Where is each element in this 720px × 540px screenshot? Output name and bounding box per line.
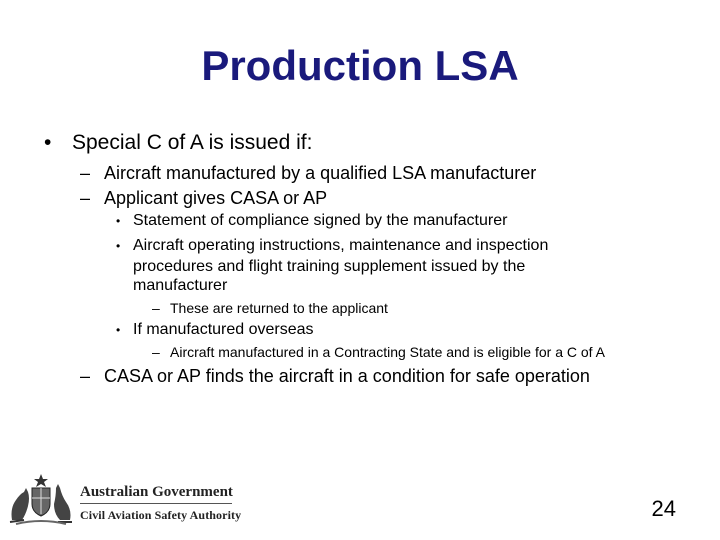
bullet-text: Aircraft operating instructions, maintenance and inspection: [133, 237, 549, 254]
bullet-marker: •: [44, 131, 52, 154]
dash-marker: –: [152, 300, 160, 316]
logo-divider: [80, 503, 232, 504]
casa-logo: [6, 472, 242, 528]
dash-marker: –: [80, 366, 91, 386]
bullet-text: CASA or AP finds the aircraft in a condition for safe operation: [104, 366, 590, 386]
bullet-text: Special C of A is issued if:: [72, 131, 313, 154]
coat-of-arms-icon: [6, 472, 76, 528]
org-name: Australian Government: [80, 484, 233, 500]
bullet-marker: •: [116, 239, 121, 253]
org-subname: Civil Aviation Safety Authority: [80, 508, 242, 522]
slide-title: Production LSA: [201, 42, 519, 89]
bullet-text-continuation: procedures and flight training supplement issued by the: [133, 258, 526, 275]
bullet-text-continuation: manufacturer: [133, 277, 228, 294]
bullet-marker: •: [116, 323, 121, 337]
page-number: 24: [651, 496, 676, 521]
bullet-text: Statement of compliance signed by the manufacturer: [133, 212, 508, 229]
bullet-text: If manufactured overseas: [133, 321, 314, 338]
bullet-text: These are returned to the applicant: [170, 300, 388, 316]
bullet-text: Aircraft manufactured by a qualified LSA manufacturer: [104, 163, 537, 183]
dash-marker: –: [80, 163, 91, 183]
bullet-text: Aircraft manufactured in a Contracting State and is eligible for a C of A: [170, 344, 606, 360]
bullet-text: Applicant gives CASA or AP: [104, 188, 328, 208]
dash-marker: –: [152, 344, 160, 360]
bullet-marker: •: [116, 214, 121, 228]
dash-marker: –: [80, 188, 91, 208]
